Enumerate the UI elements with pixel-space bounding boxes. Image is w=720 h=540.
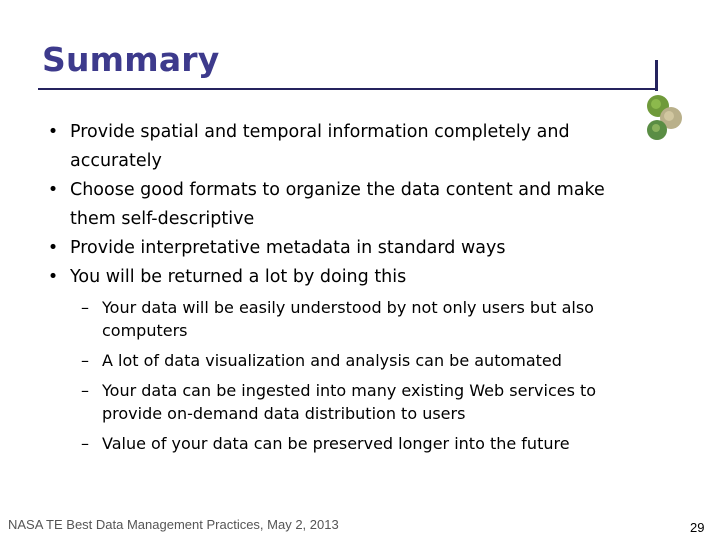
sub-bullet-item bbox=[78, 296, 638, 342]
bullet-text-line1: You will be returned a lot by doing this bbox=[70, 267, 407, 287]
sub-bullet-text-line1: A lot of data visualization and analysis can be automated bbox=[102, 351, 562, 370]
title-rule-vertical bbox=[655, 60, 658, 91]
bullet-text-line1: Choose good formats to organize the data content and make bbox=[70, 180, 605, 200]
bullet-text-line1: Provide spatial and temporal information completely and bbox=[70, 122, 570, 142]
slide-footer: NASA TE Best Data Management Practices, May 2, 2013 bbox=[8, 517, 339, 532]
bullet-text-line1: Provide interpretative metadata in standard ways bbox=[70, 238, 506, 258]
bullet-marker: • bbox=[47, 238, 59, 258]
sub-bullet-item bbox=[78, 379, 638, 425]
bullet-marker: • bbox=[47, 122, 59, 142]
bullet-text-line2: accurately bbox=[70, 151, 162, 171]
sub-bullet-text-line2: provide on-demand data distribution to users bbox=[102, 404, 466, 423]
bullet-item bbox=[46, 176, 636, 234]
sub-bullet-marker: – bbox=[81, 381, 89, 400]
sub-bullet-item bbox=[78, 432, 638, 455]
sub-bullet-text-line2: computers bbox=[102, 321, 188, 340]
sub-bullet-text-line1: Value of your data can be preserved longer into the future bbox=[102, 434, 570, 453]
title-underline bbox=[38, 88, 658, 90]
sub-bullet-marker: – bbox=[81, 434, 89, 453]
bullet-list bbox=[46, 118, 636, 292]
bullet-item bbox=[46, 118, 636, 176]
sub-bullet-item bbox=[78, 349, 638, 372]
bullet-text-line2: them self-descriptive bbox=[70, 209, 255, 229]
bullet-item bbox=[46, 263, 636, 292]
sub-bullet-list bbox=[78, 296, 638, 462]
bullet-marker: • bbox=[47, 267, 59, 287]
bullet-item bbox=[46, 234, 636, 263]
page-number: 29 bbox=[690, 520, 705, 535]
globe-cluster-logo-icon bbox=[640, 90, 690, 146]
bullet-marker: • bbox=[47, 180, 59, 200]
sub-bullet-marker: – bbox=[81, 298, 89, 317]
sub-bullet-text-line1: Your data will be easily understood by not only users but also bbox=[102, 298, 594, 317]
slide-title: Summary bbox=[42, 40, 220, 79]
sub-bullet-text-line1: Your data can be ingested into many existing Web services to bbox=[102, 381, 597, 400]
sub-bullet-marker: – bbox=[81, 351, 89, 370]
